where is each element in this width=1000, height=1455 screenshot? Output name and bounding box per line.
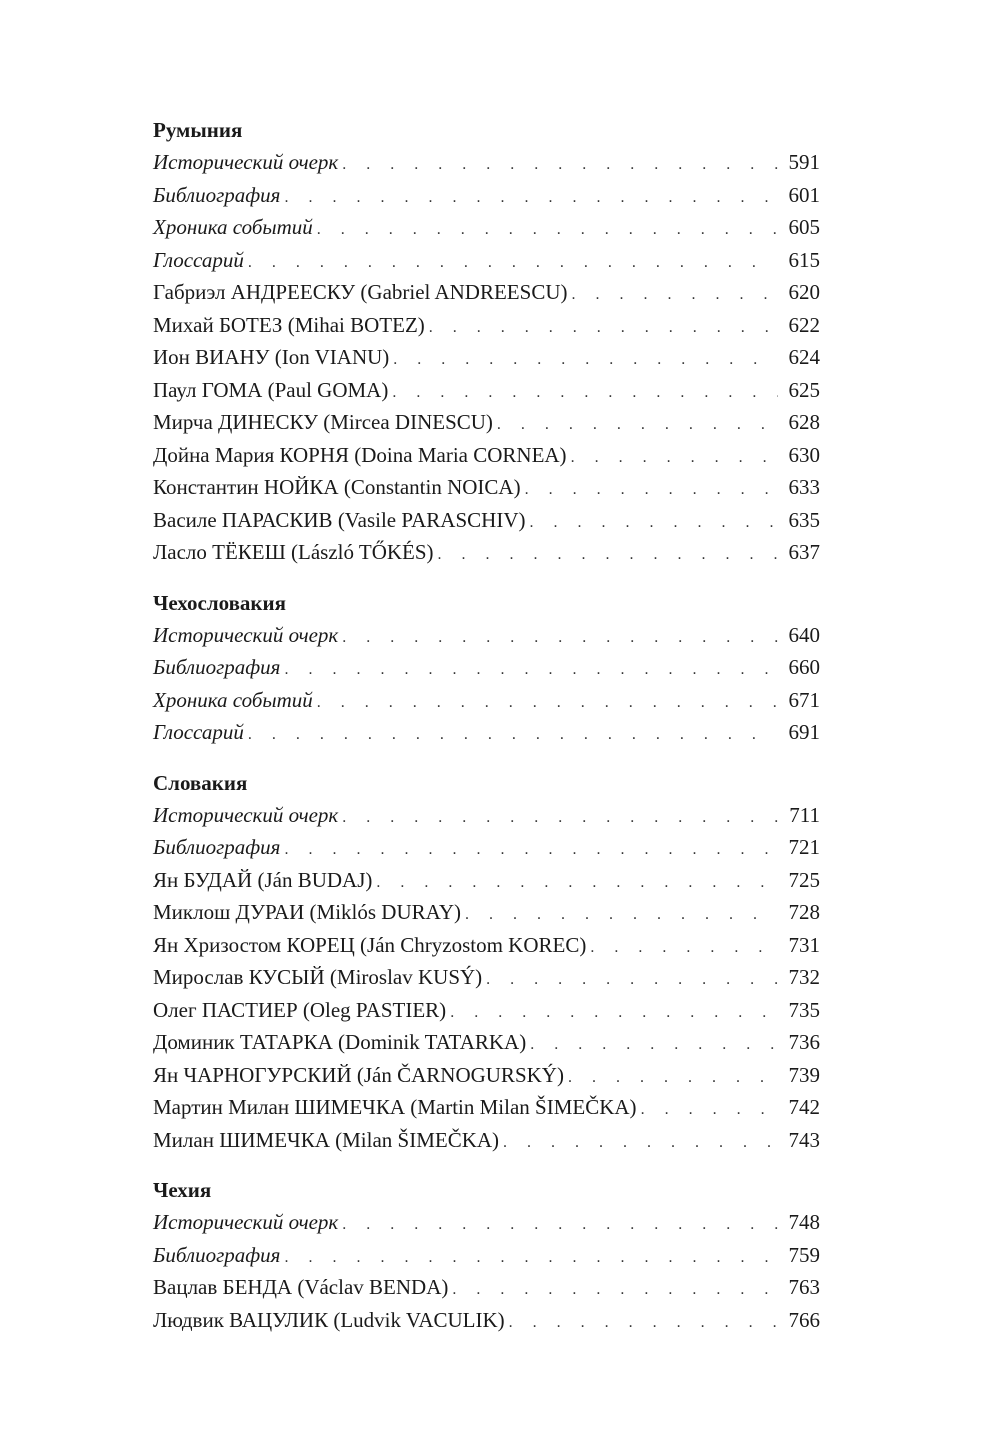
toc-entry[interactable] [153, 341, 820, 374]
toc-entry[interactable] [153, 684, 820, 717]
dot-leader [342, 1206, 778, 1242]
entry-label: Хроника событий [153, 215, 313, 239]
dot-leader [392, 374, 778, 410]
page-number: 620 [788, 280, 820, 304]
page-number: 742 [788, 1095, 820, 1119]
entry-label: Мирослав КУСЫЙ (Miroslav KUSÝ) [153, 965, 483, 989]
entry-label: Библиография [153, 1242, 281, 1267]
page-number: 628 [788, 410, 820, 434]
page-number: 624 [788, 345, 820, 369]
section-title: Румыния [153, 118, 243, 142]
page-number: 625 [788, 377, 820, 402]
toc-entry[interactable] [153, 896, 820, 929]
entry-label: Исторический очерк [153, 1210, 339, 1234]
entry-label: Библиография [153, 655, 281, 679]
toc-entry[interactable] [153, 374, 820, 407]
dot-leader [393, 341, 778, 377]
entry-label: Мартин Милан ШИМЕЧКА (Martin Milan ŠIMEČKA) [153, 1095, 637, 1119]
page-number: 748 [788, 1210, 820, 1234]
page-number: 637 [788, 540, 820, 564]
toc-entry[interactable] [153, 651, 820, 684]
page-number: 660 [788, 655, 820, 679]
dot-leader [438, 536, 778, 572]
entry-label: Мирча ДИНЕСКУ (Mircea DINESCU) [153, 410, 493, 434]
toc-entry[interactable] [153, 1206, 820, 1239]
toc-entry[interactable] [153, 276, 820, 309]
dot-leader [317, 684, 778, 720]
toc-entry[interactable] [153, 961, 820, 994]
toc-entry[interactable] [153, 536, 820, 569]
page-number: 622 [788, 312, 820, 337]
dot-leader [317, 211, 778, 247]
toc-entry[interactable] [153, 929, 820, 962]
dot-leader [529, 504, 778, 540]
dot-leader [641, 1091, 778, 1127]
dot-leader [376, 864, 778, 900]
page-number: 763 [788, 1275, 820, 1299]
entry-label: Исторический очерк [153, 622, 339, 647]
toc-entry[interactable] [153, 1239, 820, 1272]
toc-entry[interactable] [153, 1059, 820, 1092]
page-number: 711 [789, 802, 820, 827]
page-number: 735 [788, 997, 820, 1022]
entry-label: Василе ПАРАСКИВ (Vasile PARASCHIV) [153, 507, 526, 532]
dot-leader [509, 1304, 778, 1340]
dot-leader [248, 716, 778, 752]
page-number: 759 [788, 1242, 820, 1267]
entry-label: Ласло ТЁКЕШ (László TŐKÉS) [153, 540, 434, 564]
entry-label: Глоссарий [153, 720, 244, 744]
dot-leader [342, 799, 778, 835]
page-number: 640 [788, 622, 820, 647]
table-of-contents [153, 114, 820, 1354]
page-number: 728 [788, 900, 820, 924]
dot-leader [429, 309, 778, 345]
entry-label: Ян ЧАРНОГУРСКИЙ (Ján ČARNOGURSKÝ) [153, 1062, 564, 1087]
entry-label: Доминик ТАТАРКА (Dominik TATARKA) [153, 1030, 527, 1054]
section-title: Словакия [153, 770, 248, 795]
page-number: 630 [788, 442, 820, 467]
page-number: 605 [788, 215, 820, 239]
page-number: 615 [788, 247, 820, 272]
dot-leader [525, 471, 778, 507]
toc-entry[interactable] [153, 1304, 820, 1337]
entry-label: Вацлав БЕНДА (Václav BENDA) [153, 1275, 449, 1299]
toc-entry[interactable] [153, 1124, 820, 1157]
page-number: 739 [788, 1062, 820, 1087]
dot-leader [486, 961, 778, 997]
toc-entry[interactable] [153, 1026, 820, 1059]
toc-entry[interactable] [153, 799, 820, 832]
page-number: 721 [788, 835, 820, 859]
toc-entry[interactable] [153, 146, 820, 179]
dot-leader [248, 244, 778, 280]
toc-section [153, 587, 820, 749]
toc-entry[interactable] [153, 1091, 820, 1124]
toc-entry[interactable] [153, 179, 820, 212]
toc-section [153, 1174, 820, 1336]
entry-label: Ян БУДАЙ (Ján BUDAJ) [153, 867, 373, 892]
page-number: 766 [788, 1307, 820, 1332]
entry-label: Исторический очерк [153, 802, 339, 827]
dot-leader [571, 276, 778, 312]
toc-entry[interactable] [153, 211, 820, 244]
dot-leader [568, 1059, 778, 1095]
toc-entry[interactable] [153, 471, 820, 504]
toc-entry[interactable] [153, 994, 820, 1027]
section-title: Чехия [153, 1178, 212, 1202]
dot-leader [571, 439, 778, 475]
toc-entry[interactable] [153, 1271, 820, 1304]
entry-label: Дойна Мария КОРНЯ (Doina Maria CORNEA) [153, 442, 567, 467]
dot-leader [465, 896, 778, 932]
page-number: 725 [788, 867, 820, 892]
dot-leader [450, 994, 778, 1030]
entry-label: Габриэл АНДРЕЕСКУ (Gabriel ANDREESCU) [153, 280, 568, 304]
page-number: 601 [788, 182, 820, 207]
toc-entry[interactable] [153, 864, 820, 897]
dot-leader [284, 831, 778, 867]
toc-entry[interactable] [153, 309, 820, 342]
dot-leader [284, 179, 778, 215]
page-number: 691 [788, 720, 820, 744]
entry-label: Михай БОТЕЗ (Mihai BOTEZ) [153, 312, 425, 337]
section-title: Чехословакия [153, 590, 286, 615]
entry-label: Миклош ДУРАИ (Miklós DURAY) [153, 900, 462, 924]
dot-leader [342, 146, 778, 182]
entry-label: Библиография [153, 835, 281, 859]
entry-label: Людвик ВАЦУЛИК (Ludvik VACULIK) [153, 1307, 505, 1332]
dot-leader [590, 929, 778, 965]
entry-label: Паул ГОМА (Paul GOMA) [153, 377, 389, 402]
entry-label: Милан ШИМЕЧКА (Milan ŠIMEČKA) [153, 1127, 500, 1152]
dot-leader [284, 651, 778, 687]
toc-entry[interactable] [153, 831, 820, 864]
toc-entry[interactable] [153, 716, 820, 749]
page-number: 732 [788, 965, 820, 989]
dot-leader [503, 1124, 778, 1160]
toc-section [153, 114, 820, 569]
toc-entry[interactable] [153, 406, 820, 439]
page-number: 671 [788, 687, 820, 712]
entry-label: Глоссарий [153, 247, 244, 272]
entry-label: Библиография [153, 182, 281, 207]
dot-leader [342, 619, 778, 655]
toc-entry[interactable] [153, 504, 820, 537]
toc-entry[interactable] [153, 619, 820, 652]
entry-label: Олег ПАСТИЕР (Oleg PASTIER) [153, 997, 447, 1022]
page-number: 591 [788, 150, 820, 174]
toc-entry[interactable] [153, 439, 820, 472]
dot-leader [497, 406, 778, 442]
dot-leader [452, 1271, 778, 1307]
entry-label: Ион ВИАНУ (Ion VIANU) [153, 345, 390, 369]
page-number: 731 [788, 932, 820, 957]
dot-leader [284, 1239, 778, 1275]
page-number: 633 [788, 475, 820, 499]
page-number: 743 [788, 1127, 820, 1152]
toc-entry[interactable] [153, 244, 820, 277]
page-number: 736 [788, 1030, 820, 1054]
entry-label: Исторический очерк [153, 150, 339, 174]
dot-leader [530, 1026, 778, 1062]
page-number: 635 [788, 507, 820, 532]
entry-label: Ян Хризостом КОРЕЦ (Ján Chryzostom KOREC) [153, 932, 587, 957]
entry-label: Хроника событий [153, 687, 313, 712]
entry-label: Константин НОЙКА (Constantin NOICA) [153, 475, 521, 499]
toc-section [153, 767, 820, 1157]
